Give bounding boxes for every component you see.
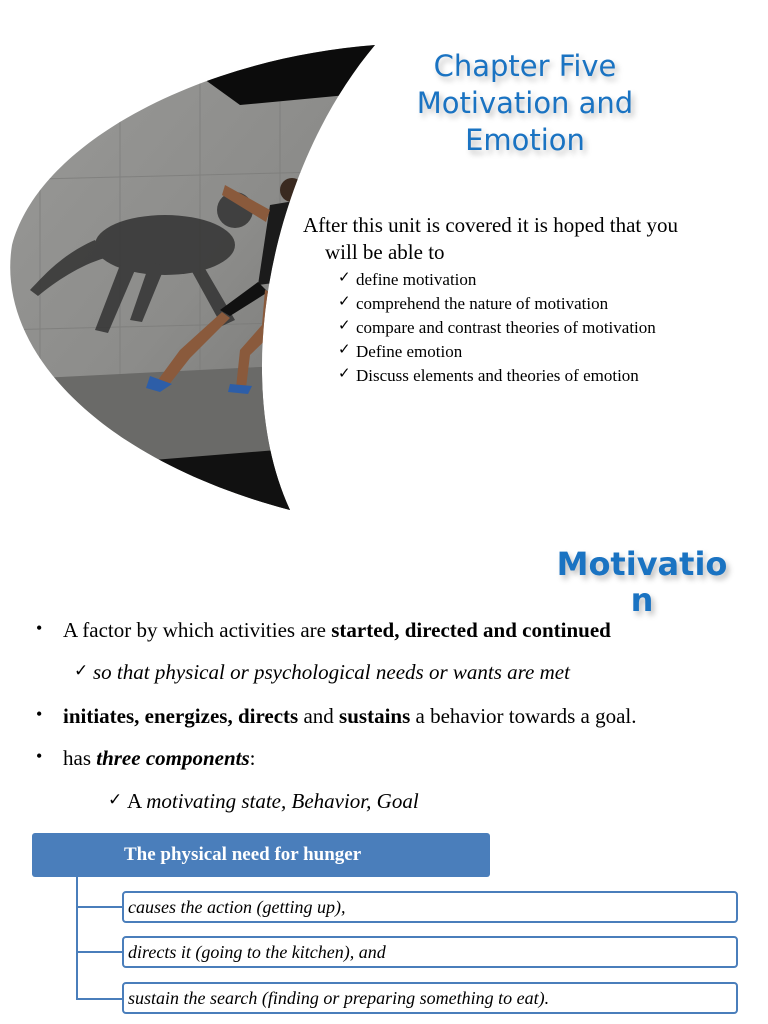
- objectives-list: [338, 268, 656, 388]
- diagram-branch: [77, 906, 123, 908]
- checkmark-icon: ✓: [338, 366, 351, 382]
- bullet-row: • A factor by which activities are started, directed and continued: [36, 618, 611, 642]
- bullet-row: • has three components:: [36, 746, 256, 770]
- title-line: Motivation and: [416, 86, 634, 120]
- diagram-branch: [77, 951, 123, 953]
- diagram-item: causes the action (getting up),: [122, 891, 738, 923]
- bullet-dot-icon: •: [36, 704, 43, 724]
- bullet-dot-icon: •: [36, 746, 43, 766]
- sub-point: ✓ so that physical or psychological needs or wants are met: [74, 660, 570, 684]
- checkmark-icon: ✓: [338, 294, 351, 310]
- title-line: Chapter Five: [433, 49, 617, 83]
- intro-line: After this unit is covered it is hoped that you: [303, 213, 679, 237]
- section-title: Motivation: [556, 545, 728, 619]
- diagram-header: The physical need for hunger: [32, 833, 490, 877]
- intro-text: [303, 212, 758, 266]
- objective-item: ✓ Define emotion: [338, 340, 656, 364]
- checkmark-icon: ✓: [338, 318, 351, 334]
- bullet-dot-icon: •: [36, 618, 43, 638]
- sub-point: ✓ A motivating state, Behavior, Goal: [108, 789, 419, 813]
- objective-item: ✓ compare and contrast theories of motivation: [338, 316, 656, 340]
- objective-item: ✓ Discuss elements and theories of emotion: [338, 364, 656, 388]
- chapter-title: [380, 48, 670, 159]
- checkmark-icon: ✓: [338, 342, 351, 358]
- checkmark-icon: ✓: [108, 790, 123, 809]
- title-line: Emotion: [465, 123, 585, 157]
- intro-line: will be able to: [325, 240, 445, 264]
- diagram-item: directs it (going to the kitchen), and: [122, 936, 738, 968]
- objective-item: ✓ define motivation: [338, 268, 656, 292]
- diagram-connector: [76, 877, 78, 1000]
- diagram-item: sustain the search (finding or preparing something to eat).: [122, 982, 738, 1014]
- checkmark-icon: ✓: [74, 661, 89, 680]
- bullet-row: • initiates, energizes, directs and sustains a behavior towards a goal.: [36, 704, 637, 728]
- checkmark-icon: ✓: [338, 270, 351, 286]
- diagram-branch: [77, 998, 123, 1000]
- objective-item: ✓ comprehend the nature of motivation: [338, 292, 656, 316]
